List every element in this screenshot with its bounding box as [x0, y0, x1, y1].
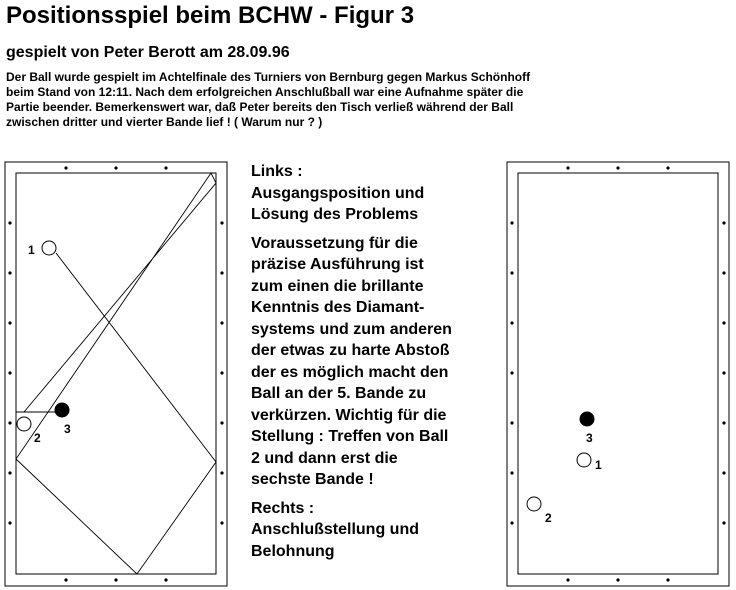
ball-1-label: 1: [595, 458, 602, 472]
ball-3-label: 3: [64, 422, 71, 436]
diamond-marker: [722, 421, 725, 424]
right-table-outer-frame: [507, 162, 729, 586]
diamond-marker: [510, 221, 513, 224]
diamond-marker: [510, 421, 513, 424]
diamond-marker: [722, 221, 725, 224]
description-line: der es möglich macht den: [251, 363, 449, 381]
diamond-marker: [616, 166, 619, 169]
diamond-marker: [510, 521, 513, 524]
description-line: Ball an der 5. Bande zu: [251, 385, 427, 402]
description-line: systems und zum anderen: [251, 320, 452, 338]
ball-3-black: [580, 412, 594, 426]
intro-line: beim Stand von 12:11. Nach dem erfolgreichen Anschlußball war eine Aufnahme später die: [6, 85, 524, 99]
diamond-marker: [510, 371, 513, 374]
ball-1-label: 1: [28, 243, 35, 257]
ball-2-label: 2: [34, 431, 41, 445]
caption-line: Links :: [251, 163, 303, 180]
description-line: präzise Ausführung ist: [251, 256, 424, 273]
ball-1-white: [577, 453, 591, 467]
description-line: Stellung : Treffen von Ball: [251, 428, 449, 445]
page-subtitle: gespielt von Peter Berott am 28.09.96: [6, 44, 290, 61]
links-caption: [251, 161, 501, 226]
description-line: sechste Bande !: [251, 471, 374, 488]
description-paragraph: [251, 233, 501, 491]
diamond-marker: [722, 371, 725, 374]
ball-3-label: 3: [586, 431, 593, 445]
caption-line: Ausgangsposition und: [251, 184, 425, 202]
caption-line: Belohnung: [251, 542, 335, 560]
caption-line: Anschlußstellung und: [251, 521, 419, 538]
intro-line: zwischen dritter und vierter Bande lief ! ( Warum nur ? ): [6, 115, 323, 129]
description-line: Voraussetzung für die: [251, 234, 418, 252]
diamond-marker: [666, 166, 669, 169]
diamond-marker: [722, 471, 725, 474]
ball-2-white: [527, 497, 541, 511]
diamond-marker: [722, 321, 725, 324]
diamond-marker: [566, 578, 569, 581]
description-line: verkürzen. Wichtig für die: [251, 406, 447, 424]
diamond-marker: [510, 471, 513, 474]
rechts-caption: [251, 498, 501, 563]
intro-line: Der Ball wurde gespielt im Achtelfinale des Turniers von Bernburg gegen Markus Schönhoff: [6, 70, 531, 84]
description-line: zum einen die brillante: [251, 277, 424, 295]
diamond-marker: [666, 578, 669, 581]
right-table-diamonds: [510, 166, 725, 581]
middle-text-column: [251, 161, 501, 562]
description-line: der etwas zu harte Abstoß: [251, 342, 450, 359]
ball-2-label: 2: [545, 511, 552, 525]
diamond-marker: [510, 321, 513, 324]
caption-line: Lösung des Problems: [251, 206, 419, 223]
description-line: Kenntnis des Diamant-: [251, 299, 425, 316]
diamond-marker: [566, 166, 569, 169]
page-title: Positionsspiel beim BCHW - Figur 3: [6, 2, 415, 29]
intro-line: Partie beender. Bemerkenswert war, daß Peter bereits den Tisch verließ während der Ball: [6, 100, 514, 114]
description-line: 2 und dann erst die: [251, 449, 398, 467]
caption-line: Rechts :: [251, 499, 315, 517]
diamond-marker: [722, 521, 725, 524]
diamond-marker: [616, 578, 619, 581]
diamond-marker: [722, 271, 725, 274]
diamond-marker: [510, 271, 513, 274]
